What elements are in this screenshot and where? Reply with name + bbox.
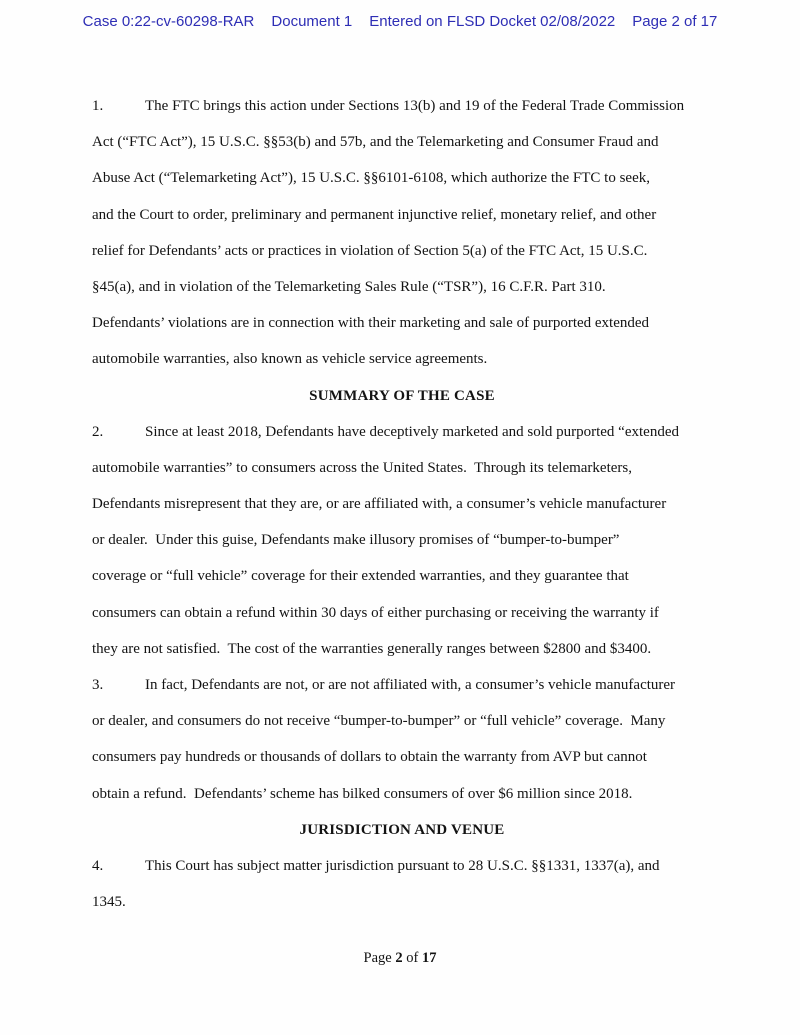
docket-case-number: Case 0:22-cv-60298-RAR bbox=[82, 13, 255, 30]
document-line: Act (“FTC Act”), 15 U.S.C. §§53(b) and 57b, and the Telemarketing and Consumer Fraud and bbox=[92, 134, 659, 151]
document-line: or dealer. Under this guise, Defendants make illusory promises of “bumper-to-bumper” bbox=[92, 532, 620, 549]
paragraph-text: The FTC brings this action under Sections 13(b) and 19 of the Federal Trade Commission bbox=[145, 98, 685, 114]
document-line: consumers pay hundreds or thousands of dollars to obtain the warranty from AVP but cannot bbox=[92, 749, 647, 766]
document-line: Defendants’ violations are in connection with their marketing and sale of purported extended bbox=[92, 315, 650, 332]
section-heading-jurisdiction: JURISDICTION AND VENUE bbox=[299, 821, 505, 838]
footer-total-pages: 17 bbox=[421, 950, 437, 966]
footer-page-label: Page bbox=[363, 950, 396, 966]
paragraph-text: In fact, Defendants are not, or are not affiliated with, a consumer’s vehicle manufacturer bbox=[145, 677, 676, 693]
document-body bbox=[92, 88, 712, 920]
docket-page-indicator: Page 2 of 17 bbox=[632, 13, 718, 30]
document-line bbox=[92, 848, 712, 884]
footer-of-label: of bbox=[402, 950, 422, 966]
paragraph-number: 4. bbox=[92, 857, 104, 874]
document-line: Defendants misrepresent that they are, or are affiliated with, a consumer’s vehicle manufacturer bbox=[92, 496, 667, 513]
document-line bbox=[92, 414, 712, 450]
document-line bbox=[92, 88, 712, 124]
document-line bbox=[92, 667, 712, 703]
document-line: obtain a refund. Defendants’ scheme has bilked consumers of over $6 million since 2018. bbox=[92, 785, 633, 802]
document-line: §45(a), and in violation of the Telemarketing Sales Rule (“TSR”), 16 C.F.R. Part 310. bbox=[92, 278, 606, 295]
section-heading-summary: SUMMARY OF THE CASE bbox=[309, 387, 495, 404]
document-line: 1345. bbox=[92, 894, 126, 911]
paragraph-text: This Court has subject matter jurisdiction pursuant to 28 U.S.C. §§1331, 1337(a), and bbox=[145, 857, 660, 874]
docket-document-number: Document 1 bbox=[271, 13, 353, 30]
page-footer bbox=[0, 950, 800, 967]
document-line: coverage or “full vehicle” coverage for their extended warranties, and they guarantee that bbox=[92, 568, 629, 585]
paragraph-number: 1. bbox=[92, 98, 104, 114]
paragraph-number: 2. bbox=[92, 423, 104, 440]
footer-page-number: 2 bbox=[395, 950, 403, 966]
document-line: Abuse Act (“Telemarketing Act”), 15 U.S.C. §§6101-6108, which authorize the FTC to seek, bbox=[92, 170, 650, 187]
document-line: or dealer, and consumers do not receive “bumper-to-bumper” or “full vehicle” coverage. Many bbox=[92, 713, 666, 730]
paragraph-number: 3. bbox=[92, 677, 104, 693]
docket-stamp-header bbox=[0, 13, 800, 30]
document-line: automobile warranties, also known as vehicle service agreements. bbox=[92, 351, 488, 368]
paragraph-text: Since at least 2018, Defendants have deceptively marketed and sold purported “extended bbox=[145, 423, 679, 440]
document-line: relief for Defendants’ acts or practices in violation of Section 5(a) of the FTC Act, 15 U.S.C. bbox=[92, 242, 648, 259]
document-line: automobile warranties” to consumers across the United States. Through its telemarketers, bbox=[92, 459, 632, 476]
document-line: they are not satisfied. The cost of the warranties generally ranges between $2800 and $3400. bbox=[92, 640, 652, 657]
docket-entered-date: Entered on FLSD Docket 02/08/2022 bbox=[369, 13, 616, 30]
document-line: and the Court to order, preliminary and permanent injunctive relief, monetary relief, and other bbox=[92, 206, 657, 223]
document-line: consumers can obtain a refund within 30 days of either purchasing or receiving the warranty if bbox=[92, 604, 659, 621]
